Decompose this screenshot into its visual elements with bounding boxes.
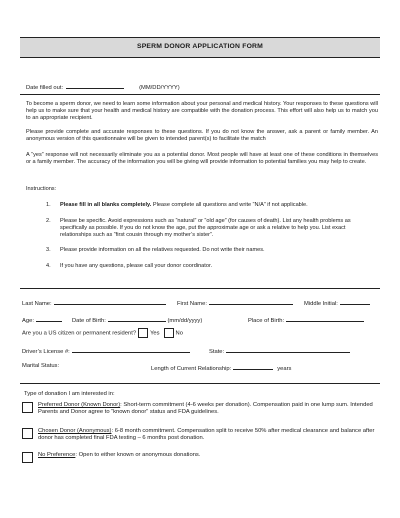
age-row — [22, 315, 62, 325]
marital-status-label: Marital Status: — [22, 363, 60, 369]
date-filled-field[interactable] — [66, 82, 124, 89]
no-checkbox[interactable] — [164, 328, 174, 338]
no-label: No — [175, 330, 183, 337]
license-label: Driver’s License #: — [22, 349, 70, 355]
middle-initial-field[interactable] — [340, 298, 370, 305]
donor-option-desc: : Open to either known or anonymous donations. — [75, 452, 201, 458]
relationship-length-field[interactable] — [233, 363, 273, 370]
instruction-emphasis: Please fill in all blanks completely. — [60, 202, 152, 208]
donor-option-text — [38, 452, 378, 459]
us-citizen-row — [22, 328, 183, 338]
instruction-number: 4. — [46, 263, 51, 269]
instruction-text — [60, 202, 378, 209]
divider — [20, 94, 380, 95]
dob-format-hint: (mm/dd/yyyy) — [167, 318, 203, 324]
donor-option-no-preference-checkbox[interactable] — [22, 452, 33, 463]
instruction-body: Please be specific. Avoid expressions such as “natural” or “old age” (for causes of death). List any health problems as specifically as possible. If you do not know the age, put the approximate age or ask a relative to help you. List exact relationships such as “first cousin through my mother’s sister”. — [60, 218, 351, 239]
intro-paragraph: Please provide complete and accurate responses to these questions. If you do not know the answer, ask a parent or family member. An anonymous version of this questionnaire will be given to intended parent(s) to facilitate the match — [26, 129, 378, 143]
relationship-length-row — [151, 363, 291, 373]
intro-paragraph: To become a sperm donor, we need to learn some information about your personal and medical history. Your responses to these questions will help us to make sure that your health and medical history are compatible with the donation process. This effort will also help us to match you to an appropriate recipient. — [26, 101, 378, 122]
state-row — [209, 346, 350, 356]
divider — [20, 288, 380, 289]
instruction-number: 3. — [46, 247, 51, 253]
marital-status-row — [22, 363, 59, 370]
date-filled-label: Date filled out: — [26, 85, 64, 91]
state-field[interactable] — [226, 346, 350, 353]
donor-option-desc: : 6-8 month commitment. Compensation split to receive 50% after medical clearance and balance after donor has completed final FDA testing – 6 months post donation. — [38, 428, 375, 442]
license-row — [22, 346, 190, 356]
first-name-field[interactable] — [209, 298, 293, 305]
dob-row — [72, 315, 202, 325]
donor-option-title: Chosen Donor (Anonymous) — [38, 428, 112, 434]
place-of-birth-row — [248, 315, 364, 325]
instruction-number: 1. — [46, 202, 51, 208]
donor-option-text — [38, 402, 378, 417]
yes-label: Yes — [150, 330, 160, 337]
first-name-row — [177, 298, 293, 308]
middle-initial-row — [304, 298, 370, 308]
middle-initial-label: Middle Initial: — [304, 301, 338, 307]
first-name-label: First Name: — [177, 301, 207, 307]
years-label: years — [277, 366, 292, 372]
age-field[interactable] — [36, 315, 62, 322]
yes-checkbox[interactable] — [138, 328, 148, 338]
donor-option-text — [38, 428, 378, 443]
place-of-birth-field[interactable] — [286, 315, 364, 322]
instruction-body: Please complete all questions and write “N/A” if not applicable. — [151, 202, 308, 208]
age-label: Age: — [22, 318, 34, 324]
state-label: State: — [209, 349, 225, 355]
date-filled-row — [26, 82, 180, 92]
dob-label: Date of Birth: — [72, 318, 106, 324]
instruction-body: Please provide information on all the relatives requested. Do not write their names. — [60, 247, 265, 253]
form-title: SPERM DONOR APPLICATION FORM — [20, 37, 380, 58]
last-name-field[interactable] — [54, 298, 166, 305]
intro-paragraph: A “yes” response will not necessarily eliminate you as a potential donor. Most people will have at least one of these conditions in themselves or a family member. The accuracy of the information you will be giving will provide information to potential families you may help to create. — [26, 152, 378, 166]
us-citizen-label: Are you a US citizen or permanent resident? — [22, 330, 137, 337]
instruction-body: If you have any questions, please call your donor coordinator. — [60, 263, 213, 269]
donor-option-anonymous-checkbox[interactable] — [22, 428, 33, 439]
instructions-heading: Instructions: — [26, 186, 57, 192]
last-name-label: Last Name: — [22, 301, 52, 307]
dob-field[interactable] — [108, 315, 166, 322]
donor-option-known-checkbox[interactable] — [22, 402, 33, 413]
place-of-birth-label: Place of Birth: — [248, 318, 285, 324]
divider — [20, 383, 380, 384]
relationship-length-label: Length of Current Relationship: — [151, 366, 232, 372]
donor-option-desc: : Short-term commitment (4-6 weeks per donation). Compensation paid in one lump sum. Intended Parents and Donor agree to “known donor” status and FDA guidelines. — [38, 402, 373, 416]
donor-option-title: Preferred Donor (Known Donor) — [38, 402, 121, 408]
instruction-number: 2. — [46, 218, 51, 224]
license-field[interactable] — [72, 346, 190, 353]
date-format-hint: (MM/DD/YYYY) — [139, 85, 180, 91]
donor-type-label: Type of donation I am interested in: — [24, 391, 115, 397]
last-name-row — [22, 298, 166, 308]
donor-option-title: No Preference — [38, 452, 76, 458]
